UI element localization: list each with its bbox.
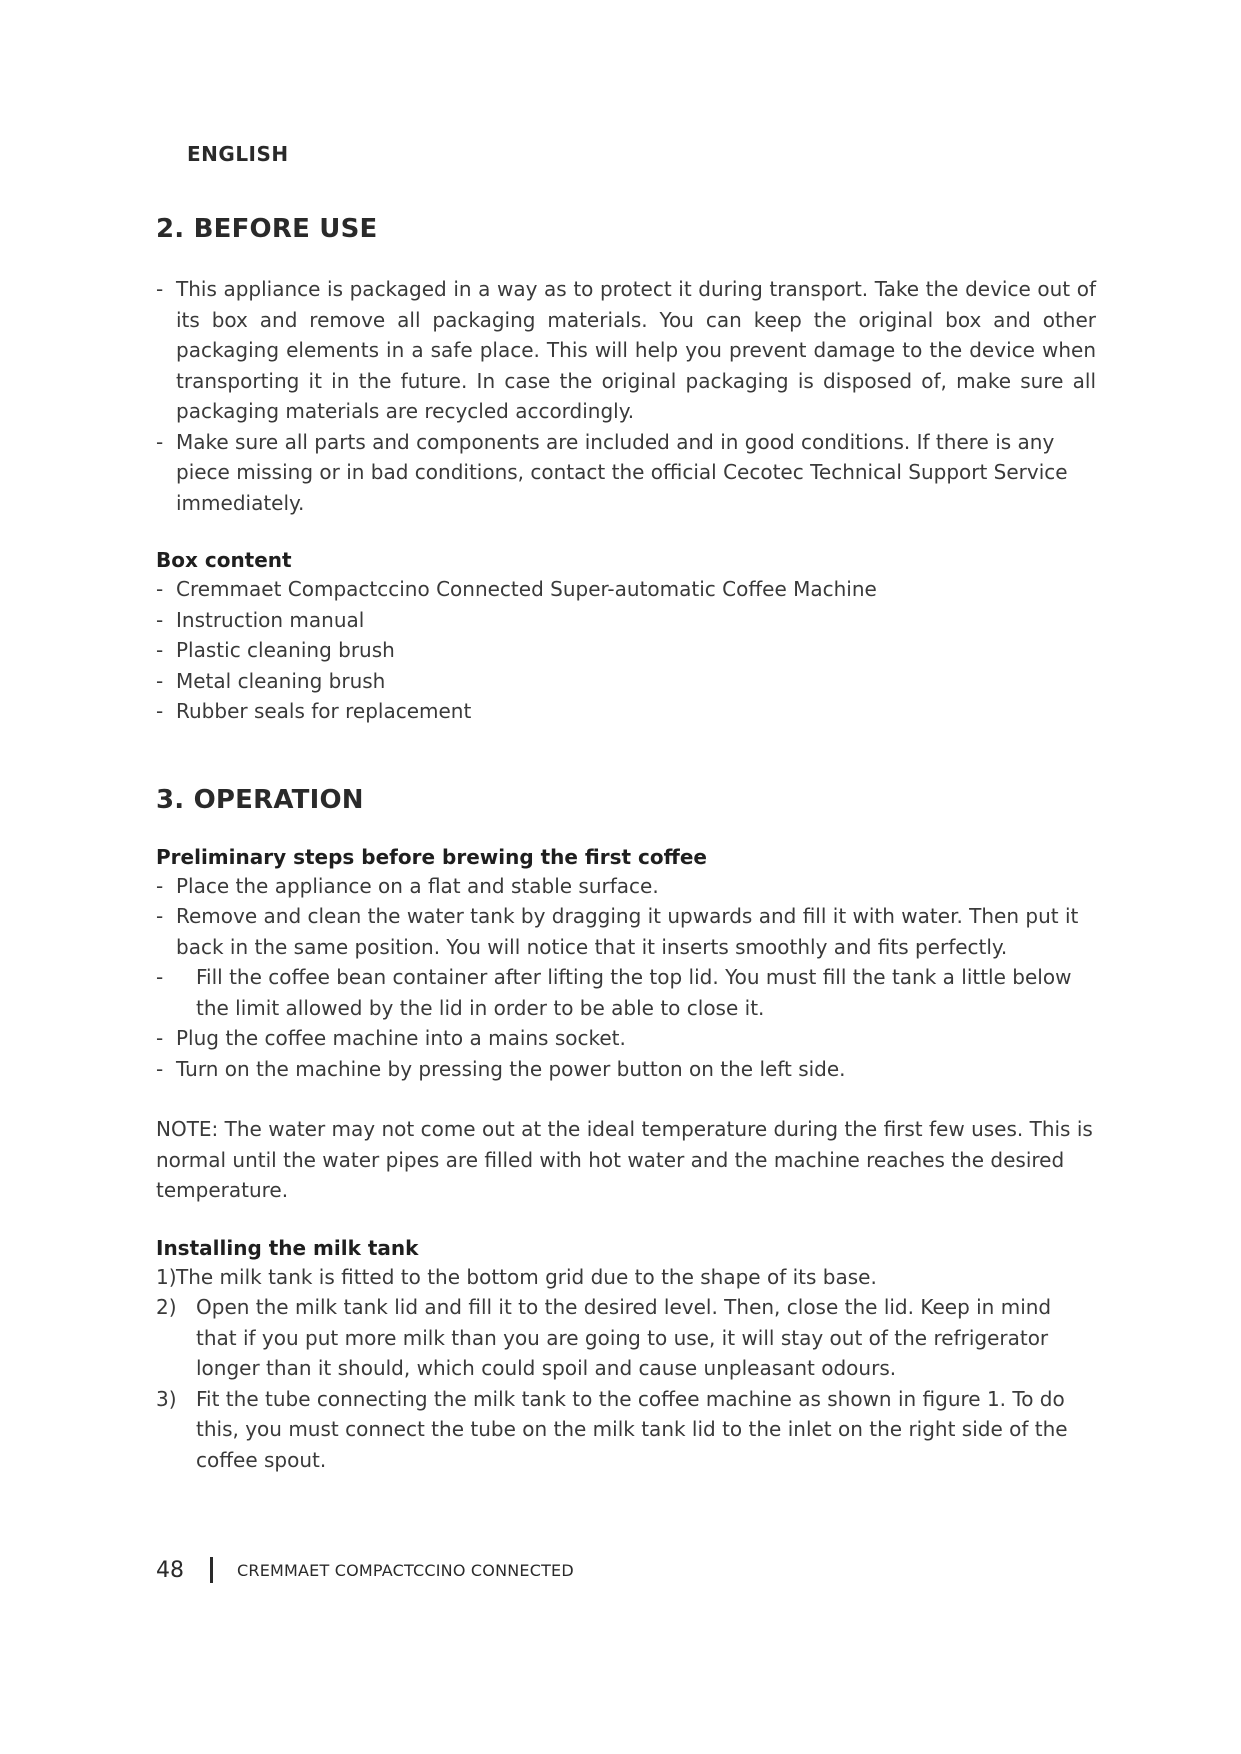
subsection-title-milk-tank: Installing the milk tank: [156, 1235, 419, 1260]
list-item: 3) Fit the tube connecting the milk tank to the coffee machine as shown in figure 1. To do this, you must connect the tube on the milk tank lid to the inlet on the right side of the coffee spout.: [156, 1386, 1068, 1472]
page-number: 48: [156, 1557, 184, 1583]
list-item: - Instruction manual: [156, 607, 365, 632]
list-item: - Place the appliance on a flat and stable surface.: [156, 873, 659, 898]
list-item: - Plastic cleaning brush: [156, 638, 395, 662]
list-item: - Fill the coffee bean container after lifting the top lid. You must fill the tank a little below the limit allowed by the lid in order to be able to close it.: [156, 965, 1072, 1020]
list-item: - Make sure all parts and components are included and in good conditions. If there is any piece missing or in bad conditions, contact the official Cecotec Technical Support Service immediately.: [156, 429, 1068, 515]
subsection-title-box-content: Box content: [156, 548, 292, 572]
section-title-operation: 3. OPERATION: [156, 784, 364, 815]
page-content: [156, 214, 1096, 1475]
list-item: 1) The milk tank is fitted to the bottom grid due to the shape of its base.: [156, 1264, 877, 1289]
list-item: - This appliance is packaged in a way as to protect it during transport. Take the device out of its box and remove all packaging materials. You can keep the original box and other packaging elements in a safe place. This will help you prevent damage to the device when transporting it in the future. In case the original packaging is disposed of, make sure all packaging materials are recycled accordingly.: [156, 277, 1096, 423]
footer-product-title: CREMMAET COMPACTCCINO CONNECTED: [237, 1560, 574, 1580]
page-footer: [156, 1557, 574, 1583]
section-title-before-use: 2. BEFORE USE: [156, 214, 378, 244]
list-item: - Rubber seals for replacement: [156, 699, 472, 723]
note-paragraph: NOTE: The water may not come out at the ideal temperature during the first few uses. This is normal until the water pipes are filled with hot water and the machine reaches the desired temperature.: [156, 1117, 1093, 1202]
language-label: ENGLISH: [187, 142, 289, 166]
footer-divider: [210, 1557, 213, 1583]
box-content-list: [156, 574, 1096, 727]
list-item: - Metal cleaning brush: [156, 668, 386, 693]
list-item: 2) Open the milk tank lid and fill it to the desired level. Then, close the lid. Keep in mind that if you put more milk than you are going to use, it will stay out of the refrigerator longer than it should, which could spoil and cause unpleasant odours.: [156, 1295, 1052, 1380]
list-item: - Turn on the machine by pressing the power button on the left side.: [156, 1056, 846, 1081]
before-use-list: [156, 274, 1096, 518]
milk-tank-steps-list: [156, 1262, 1096, 1476]
subsection-title-preliminary: Preliminary steps before brewing the first coffee: [156, 844, 707, 869]
list-item: - Cremmaet Compactccino Connected Super-automatic Coffee Machine: [156, 577, 877, 601]
list-item: - Remove and clean the water tank by dragging it upwards and fill it with water. Then put it back in the same position. You will notice that it inserts smoothly and fits perfectly.: [156, 904, 1079, 959]
preliminary-steps-list: [156, 871, 1096, 1085]
list-item: - Plug the coffee machine into a mains socket.: [156, 1026, 626, 1050]
